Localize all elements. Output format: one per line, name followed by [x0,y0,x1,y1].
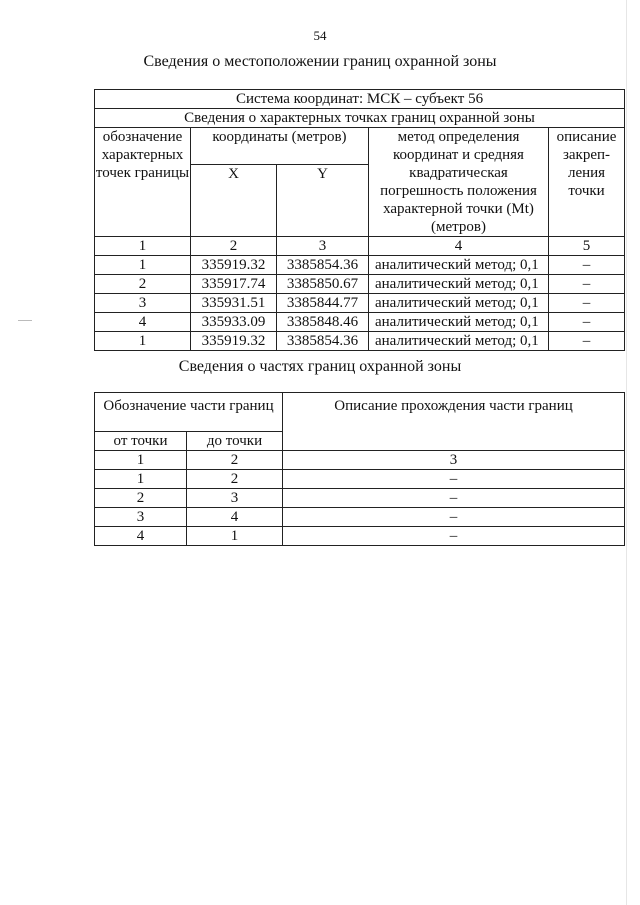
column-number: 4 [369,237,549,256]
to-point-cell: 3 [187,489,283,508]
page-number: 54 [313,28,327,43]
to-point-cell: 2 [187,470,283,489]
point-cell: 4 [95,313,191,332]
point-cell: 1 [95,332,191,351]
y-cell: 3385854.36 [277,332,369,351]
x-cell: 335919.32 [191,332,277,351]
column-number: 1 [95,451,187,470]
boundary-parts-table [94,392,625,546]
points-header-cell: Сведения о характерных точках границ охранной зоны [95,109,625,128]
x-cell: 335917.74 [191,275,277,294]
table-row [95,275,625,294]
column-number: 5 [549,237,625,256]
description-cell: – [549,332,625,351]
table-row [95,508,625,527]
column-numbers-row [95,237,625,256]
table-row [95,527,625,546]
column-number: 1 [95,237,191,256]
part-description-cell: – [283,527,625,546]
description-cell: – [549,294,625,313]
section-title-location: Сведения о местоположении границ охранной зоны [143,53,497,70]
column-number: 2 [191,237,277,256]
to-point-cell: 1 [187,527,283,546]
page-edge-shadow [626,0,627,905]
method-cell: аналитический метод; 0,1 [369,332,549,351]
header-method: метод определения координат и средняя квадратическая погрешность положения характерной точки (Mt) (метров) [369,128,549,237]
header-from-point: от точки [95,432,187,451]
table-row [95,470,625,489]
table-row [95,489,625,508]
column-number: 3 [277,237,369,256]
header-point-designation: обозначение характерных точек границы [95,128,191,237]
coordinates-table [94,89,625,351]
section-title-parts: Сведения о частях границ охранной зоны [178,358,462,375]
part-description-cell: – [283,470,625,489]
description-cell: – [549,275,625,294]
y-cell: 3385854.36 [277,256,369,275]
from-point-cell: 3 [95,508,187,527]
coordinate-system-cell: Система координат: МСК – субъект 56 [95,90,625,109]
method-cell: аналитический метод; 0,1 [369,256,549,275]
table-row [95,332,625,351]
table-row [95,313,625,332]
column-number: 3 [283,451,625,470]
y-cell: 3385850.67 [277,275,369,294]
from-point-cell: 4 [95,527,187,546]
method-cell: аналитический метод; 0,1 [369,313,549,332]
y-cell: 3385848.46 [277,313,369,332]
header-description: описание закреп-ления точки [549,128,625,237]
header-part-designation: Обозначение части границ [95,393,283,432]
x-cell: 335919.32 [191,256,277,275]
column-number: 2 [187,451,283,470]
table-row [95,294,625,313]
y-cell: 3385844.77 [277,294,369,313]
header-to-point: до точки [187,432,283,451]
point-cell: 3 [95,294,191,313]
part-description-cell: – [283,489,625,508]
header-x: X [191,165,277,237]
header-coordinates: координаты (метров) [191,128,369,165]
description-cell: – [549,256,625,275]
method-cell: аналитический метод; 0,1 [369,294,549,313]
margin-mark [18,320,32,321]
x-cell: 335933.09 [191,313,277,332]
point-cell: 2 [95,275,191,294]
to-point-cell: 4 [187,508,283,527]
table-row [95,256,625,275]
from-point-cell: 2 [95,489,187,508]
from-point-cell: 1 [95,470,187,489]
description-cell: – [549,313,625,332]
header-y: Y [277,165,369,237]
x-cell: 335931.51 [191,294,277,313]
method-cell: аналитический метод; 0,1 [369,275,549,294]
point-cell: 1 [95,256,191,275]
part-description-cell: – [283,508,625,527]
header-part-description: Описание прохождения части границ [283,393,625,451]
column-numbers-row [95,451,625,470]
